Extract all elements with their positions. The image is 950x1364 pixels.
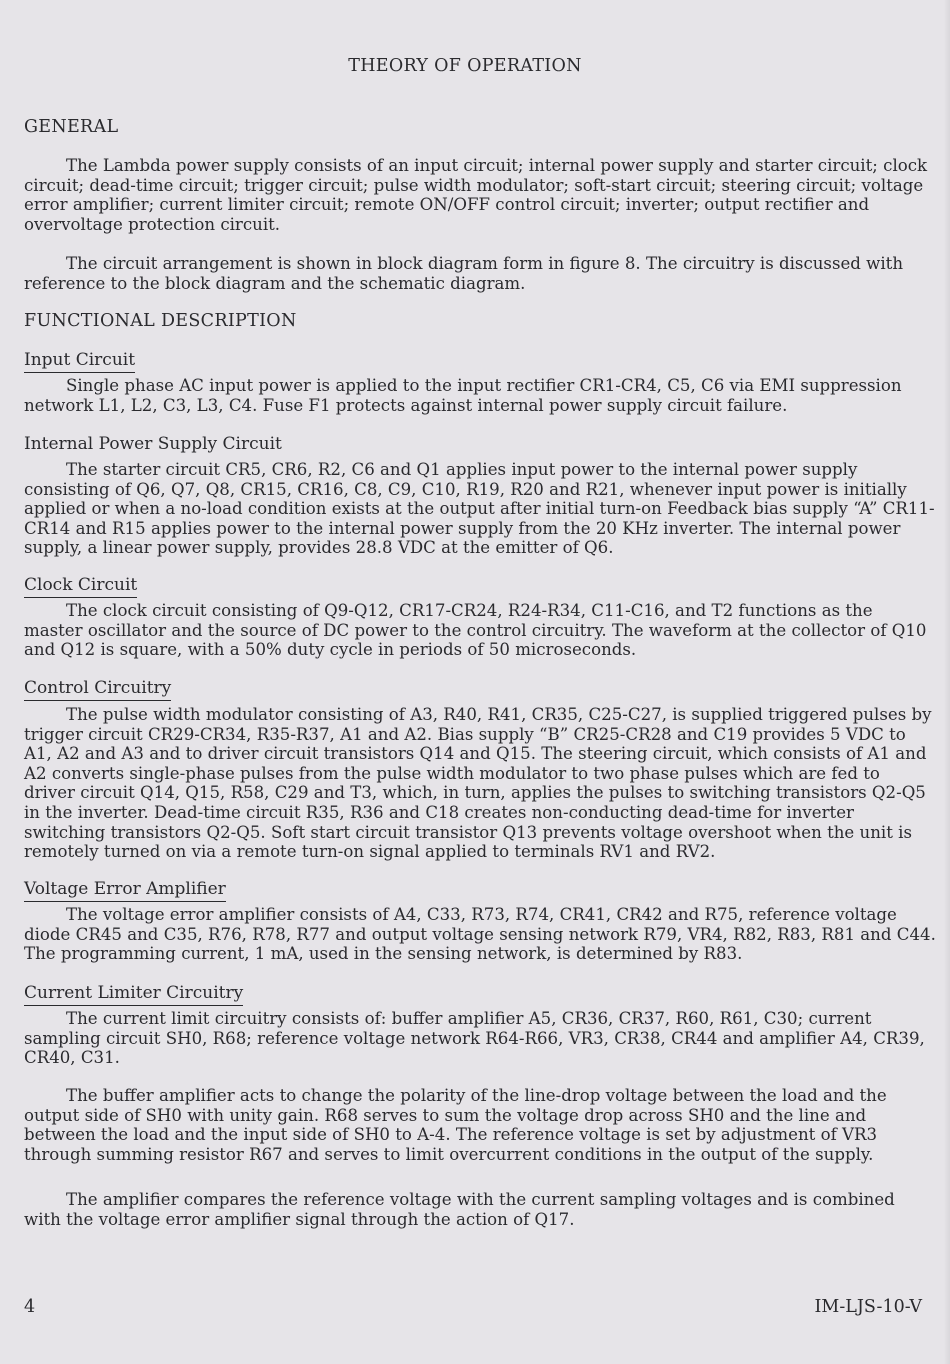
subheading-clock-circuit [24,575,137,598]
subheading-input-circuit [24,350,135,373]
general-paragraph-2: The circuit arrangement is shown in block diagram form in figure 8. The circuitry is discussed with reference to the block diagram and the schematic diagram. [24,254,904,293]
subheading-control-circuitry [24,678,171,701]
clock-paragraph: The clock circuit consisting of Q9-Q12, CR17-CR24, R24-R34, C11-C16, and T2 functions as the master oscillator and the source of DC power to the control circuitry. The waveform at the collector of Q10 and Q12 is square, with a 50% duty cycle in periods of 50 microseconds. [24,601,927,660]
section-heading-general: GENERAL [24,117,119,137]
current-limiter-paragraph-3: The amplifier compares the reference voltage with the current sampling voltages and is combined with the voltage error amplifier signal through the action of Q17. [24,1190,895,1229]
subheading-current-limiter [24,983,243,1006]
input-circuit-paragraph: Single phase AC input power is applied to the input rectifier CR1-CR4, C5, C6 via EMI suppression network L1, L2, C3, L3, C4. Fuse F1 protects against internal power supply circuit failure. [24,376,902,415]
document-id: IM-LJS-10-V [814,1297,922,1317]
page-edge-shadow [944,0,950,1364]
subheading-label: Current Limiter Circuitry [24,983,243,1006]
subheading-internal-power-supply [24,434,282,454]
control-paragraph: The pulse width modulator consisting of A3, R40, R41, CR35, C25-C27, is supplied triggered pulses by trigger circuit CR29-CR34, R35-R37, A1 and A2. Bias supply “B” CR25-CR28 and C19 provides 5 VDC to A1, A2 and A3 and to driver circuit transistors Q14 and Q15. The steering circuit, which consists of A1 and A2 converts single-phase pulses from the pulse width modulator to two phase pulses which are fed to driver circuit Q14, Q15, R58, C29 and T3, which, in turn, applies the pulses to switching transistors Q2-Q5 in the inverter. Dead-time circuit R35, R36 and C18 creates non-conducting dead-time for inverter switching transistors Q2-Q5. Soft start circuit transistor Q13 prevents voltage overshoot when the unit is remotely turned on via a remote turn-on signal applied to terminals RV1 and RV2. [24,705,932,862]
subheading-label: Internal Power Supply Circuit [24,434,282,454]
subheading-label: Clock Circuit [24,575,137,598]
subheading-label: Control Circuitry [24,678,171,701]
internal-power-paragraph: The starter circuit CR5, CR6, R2, C6 and Q1 applies input power to the internal power supply consisting of Q6, Q7, Q8, CR15, CR16, C8, C9, C10, R19, R20 and R21, whenever input power is initially applied or when a no-load condition exists at the output after initial turn-on Feedback bias supply “A” CR11-CR14 and R15 applies power to the internal power supply from the 20 KHz inverter. The internal power supply, a linear power supply, provides 28.8 VDC at the emitter of Q6. [24,460,935,558]
voltage-error-paragraph: The voltage error amplifier consists of A4, C33, R73, R74, CR41, CR42 and R75, reference voltage diode CR45 and C35, R76, R78, R77 and output voltage sensing network R79, VR4, R82, R83, R81 and C44. The programming current, 1 mA, used in the sensing network, is determined by R83. [24,905,936,964]
page-title: THEORY OF OPERATION [348,56,582,76]
page-number: 4 [24,1297,36,1317]
section-heading-functional: FUNCTIONAL DESCRIPTION [24,311,297,331]
current-limiter-paragraph-2: The buffer amplifier acts to change the polarity of the line-drop voltage between the load and the output side of SH0 with unity gain. R68 serves to sum the voltage drop across SH0 and the line and between the load and the input side of SH0 to A-4. The reference voltage is set by adjustment of VR3 through summing resistor R67 and serves to limit overcurrent conditions in the output of the supply. [24,1086,887,1164]
general-paragraph-1: The Lambda power supply consists of an input circuit; internal power supply and starter circuit; clock circuit; dead-time circuit; trigger circuit; pulse width modulator; soft-start circuit; steering circuit; voltage error amplifier; current limiter circuit; remote ON/OFF control circuit; inverter; output rectifier and overvoltage protection circuit. [24,156,928,234]
subheading-label: Input Circuit [24,350,135,373]
current-limiter-paragraph-1: The current limit circuitry consists of: buffer amplifier A5, CR36, CR37, R60, R61, C30; current sampling circuit SH0, R68; reference voltage network R64-R66, VR3, CR38, CR44 and amplifier A4, CR39, CR40, C31. [24,1009,925,1068]
subheading-voltage-error-amplifier [24,879,226,902]
subheading-label: Voltage Error Amplifier [24,879,226,902]
